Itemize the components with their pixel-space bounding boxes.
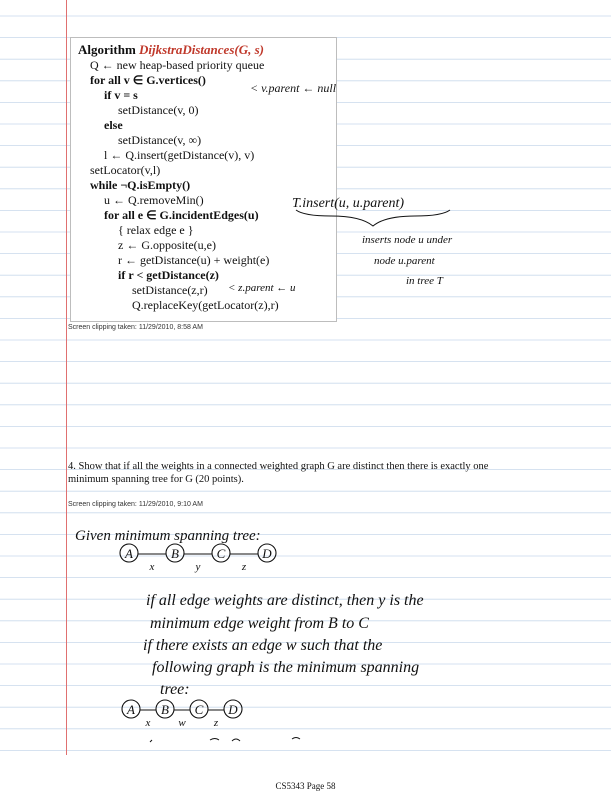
algo-line-3: if v = s	[104, 88, 138, 102]
graph1-node-a: A	[125, 546, 133, 561]
mst-graph-2	[122, 700, 242, 729]
cutoff-scribble	[150, 738, 300, 743]
page-footer: CS5343 Page 58	[275, 781, 336, 791]
graph2-node-d: D	[228, 702, 238, 717]
clip-note-1: Screen clipping taken: 11/29/2010, 8:58 AM	[68, 324, 203, 331]
graph2-edge-label-x: x	[145, 717, 151, 729]
graph2-node-a: A	[127, 702, 135, 717]
algo-line-16: setDistance(z,r)	[132, 283, 208, 297]
annotation-inserts-node: inserts node u under	[362, 234, 453, 246]
graph1-edge-label-z: z	[241, 561, 247, 573]
graph2-node-c: C	[194, 702, 204, 717]
hw-line-4: if there exists an edge w such that the	[143, 637, 383, 654]
question-4: 4. Show that if all the weights in a connected weighted graph G are distinct then there is exactly one minimum spanning tree for G (20 points).	[68, 461, 489, 485]
graph1-edge-label-x: x	[149, 561, 155, 573]
algo-line-6: setDistance(v, ∞)	[118, 133, 202, 147]
algo-line-14: r ← getDistance(u) + weight(e)	[118, 253, 270, 267]
curly-brace-icon	[296, 210, 450, 226]
hw-line-3: minimum edge weight from B to C	[150, 615, 369, 632]
graph1-node-d: D	[262, 546, 272, 561]
hw-given-mst: Given minimum spanning tree:	[75, 528, 261, 544]
algo-line-9: while ¬Q.isEmpty()	[90, 178, 191, 192]
graph2-edge-label-w: w	[178, 717, 186, 729]
annotation-v-parent-null: < v.parent ← null	[250, 81, 337, 95]
algo-line-13: z ← G.opposite(u,e)	[118, 238, 216, 252]
algo-line-12: { relax edge e }	[118, 223, 194, 237]
algo-line-8: setLocator(v,l)	[90, 163, 161, 177]
mst-graph-1	[120, 544, 276, 573]
graph1-edge-label-y: y	[195, 561, 201, 573]
algo-line-17: Q.replaceKey(getLocator(z),r)	[132, 298, 279, 312]
graph1-node-c: C	[216, 546, 226, 561]
algo-line-1: Q ← new heap-based priority queue	[90, 58, 265, 72]
algo-line-10: u ← Q.removeMin()	[104, 193, 204, 207]
graph1-node-b: B	[171, 546, 179, 561]
hw-line-5: following graph is the minimum spanning	[152, 659, 420, 676]
algo-line-4: setDistance(v, 0)	[118, 103, 199, 117]
algo-line-15: if r < getDistance(z)	[118, 268, 219, 282]
hw-line-6: tree:	[160, 681, 190, 698]
algo-line-11: for all e ∈ G.incidentEdges(u)	[104, 208, 259, 222]
algo-line-5: else	[104, 118, 123, 132]
graph2-edge-label-z: z	[213, 717, 219, 729]
hw-line-2: if all edge weights are distinct, then y is the	[146, 592, 424, 609]
clip-note-2: Screen clipping taken: 11/29/2010, 9:10 AM	[68, 501, 203, 508]
graph2-node-b: B	[161, 702, 169, 717]
annotation-node-parent: node u.parent	[374, 255, 435, 267]
annotation-t-insert: T.insert(u, u.parent)	[292, 196, 404, 211]
algo-line-7: l ← Q.insert(getDistance(v), v)	[104, 148, 255, 162]
algo-line-2: for all v ∈ G.vertices()	[90, 73, 206, 87]
algo-title-text: DijkstraDistances(G, s)	[139, 42, 264, 57]
algo-title: Algorithm DijkstraDistances(G, s)	[78, 42, 264, 57]
annotation-z-parent-u: < z.parent ← u	[228, 282, 296, 294]
annotation-in-tree-t: in tree T	[406, 275, 443, 287]
